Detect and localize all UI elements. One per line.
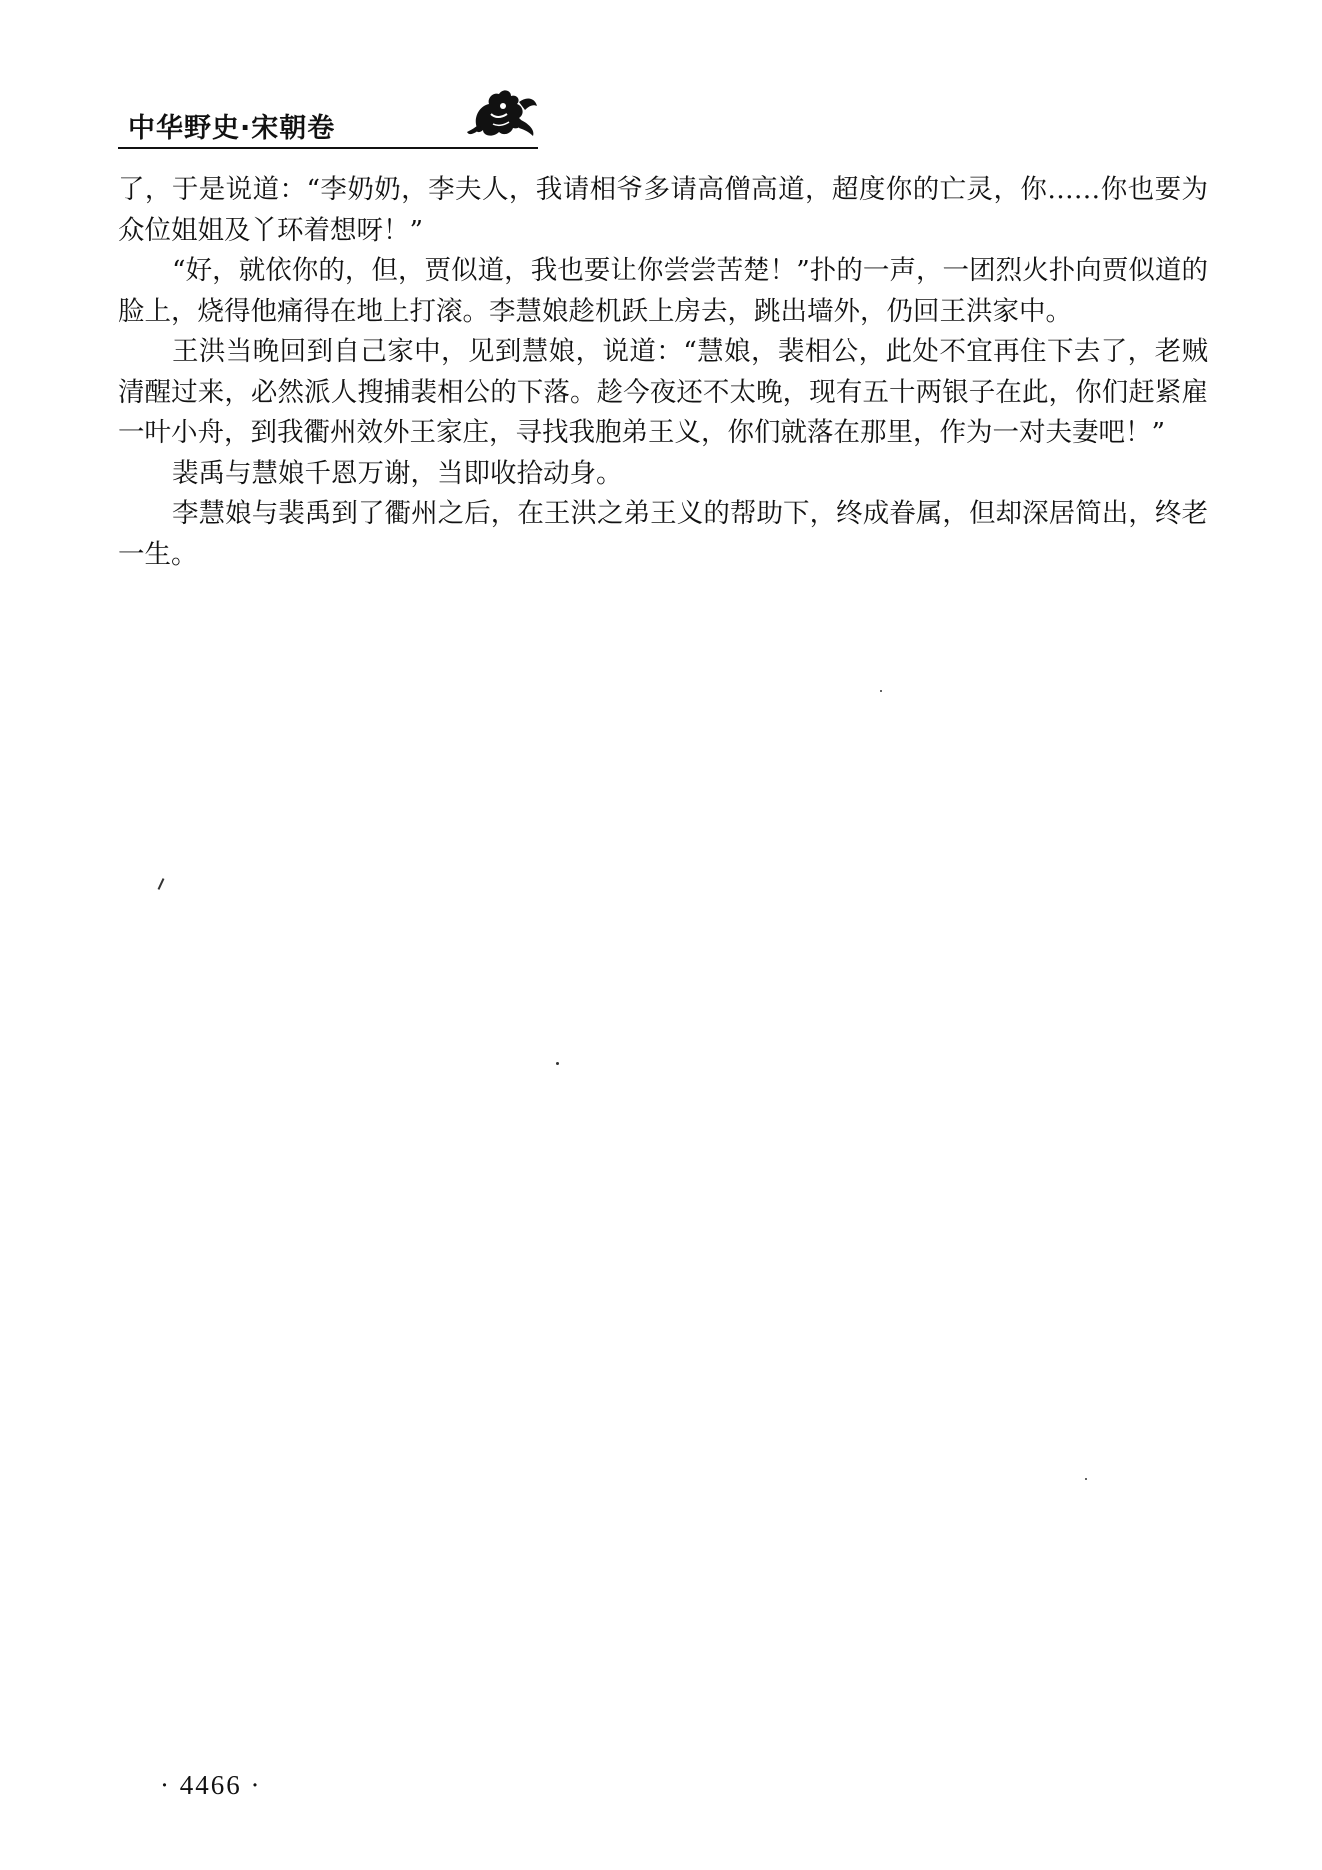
book-title: 中华野史·宋朝卷 [128,113,336,144]
scan-stroke [158,878,165,890]
dragon-icon [463,84,543,144]
running-header [118,84,1218,150]
body-text [118,170,1208,575]
scan-speck [1085,1478,1087,1480]
page-number: · 4466 · [160,1770,262,1800]
scan-speck [880,690,882,692]
paragraph: 李慧娘与裴禹到了衢州之后，在王洪之弟王义的帮助下，终成眷属，但却深居简出，终老一生。 [118,498,1208,570]
scan-speck [556,1062,559,1065]
paragraph: 了，于是说道：“李奶奶，李夫人，我请相爷多请高僧高道，超度你的亡灵，你……你也要为众位姐姐及丫环着想呀！” [118,174,1208,246]
paragraph: 裴禹与慧娘千恩万谢，当即收拾动身。 [172,457,623,489]
paragraph: 王洪当晚回到自己家中，见到慧娘，说道：“慧娘，裴相公，此处不宜再住下去了，老贼清醒过来，必然派人搜捕裴相公的下落。趁今夜还不太晚，现有五十两银子在此，你们赶紧雇一叶小舟，到我衢州效外王家庄，寻找我胞弟王义，你们就落在那里，作为一对夫妻吧！” [118,336,1208,448]
paragraph: “好，就依你的，但，贾似道，我也要让你尝尝苦楚！”扑的一声，一团烈火扑向贾似道的脸上，烧得他痛得在地上打滚。李慧娘趁机跃上房去，跳出墙外，仍回王洪家中。 [118,255,1208,327]
header-rule [118,147,538,149]
